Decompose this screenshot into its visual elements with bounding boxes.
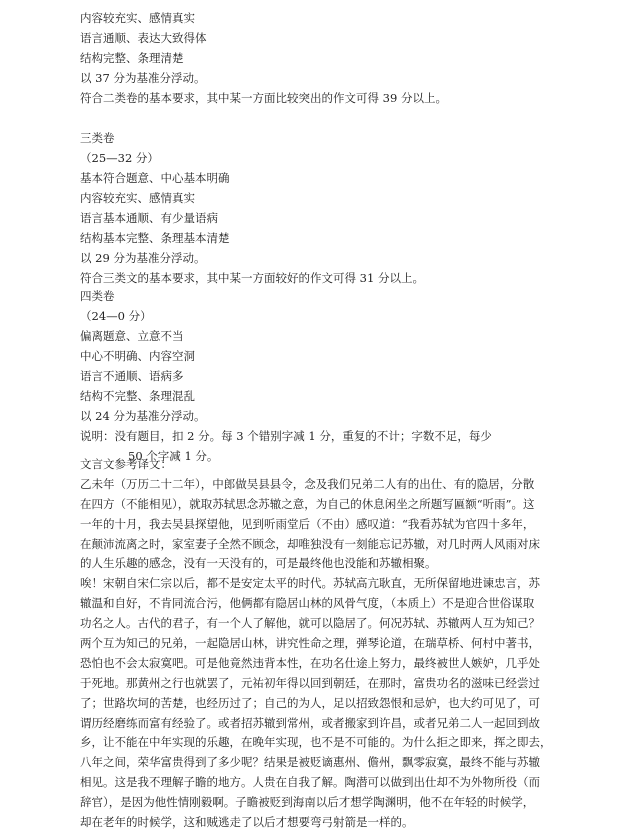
criteria-line: 内容较充实、感情真实 bbox=[80, 11, 195, 25]
criteria-line: 语言不通顺、语病多 bbox=[80, 369, 184, 383]
grade-two-criteria bbox=[80, 8, 560, 108]
translation-line: 两个互为知己的兄弟，一起隐居山林，讲究性命之理，弹琴论道，在瑞草桥、何村中著书， bbox=[80, 636, 540, 651]
translation-line: 于死地。那黄州之行也就罢了，元祐初年得以回到朝廷，在那时，富贵功名的滋味已经尝过 bbox=[80, 675, 540, 690]
criteria-line: 结构基本完整、条理基本清楚 bbox=[80, 231, 230, 245]
criteria-line: 符合二类卷的基本要求，其中某一方面比较突出的作文可得 39 分以上。 bbox=[80, 91, 447, 105]
classical-chinese-translation bbox=[80, 455, 560, 833]
translation-line: 辙温和自好，不肯同流合污，他俩都有隐居山林的风骨气度，（本质上）不是迎合世俗谋取 bbox=[80, 596, 535, 611]
criteria-line: 结构完整、条理清楚 bbox=[80, 51, 184, 65]
translation-line: 唉！宋朝自宋仁宗以后，都不是安定太平的时代。苏轼高亢耿直，无所保留地进谏忠言，苏 bbox=[80, 576, 540, 591]
translation-line: 相见。这是我不理解子瞻的地方。人贵在自我了解。陶潜可以做到出仕却不为外物所役（而 bbox=[80, 775, 540, 790]
criteria-line: 基本符合题意、中心基本明确 bbox=[80, 171, 230, 185]
translation-line: 了；世路坎坷的苦楚，也经历过了；自己的为人，足以招致怨恨和忌妒，也大约可见了，可 bbox=[80, 695, 540, 710]
grade-three-criteria bbox=[80, 128, 560, 288]
translation-line: 一年的十月，我去吴县探望他，见到听雨堂后（不由）感叹道：“我看苏轼为官四十多年， bbox=[80, 516, 535, 531]
scoring-note-continued: 50 个字减 1 分。 bbox=[128, 449, 219, 463]
scoring-note: 说明：没有题目，扣 2 分。每 3 个错别字减 1 分，重复的不计；字数不足，每少 bbox=[80, 429, 492, 443]
criteria-line: 结构不完整、条理混乱 bbox=[80, 389, 195, 403]
grade-four-criteria bbox=[80, 286, 560, 466]
translation-line: 辞官），是因为他性情刚毅啊。子瞻被贬到海南以后才想学陶渊明，他不在年轻的时候学， bbox=[80, 795, 535, 810]
criteria-line: 内容较充实、感情真实 bbox=[80, 191, 195, 205]
translation-line: 的人生乐趣的感念，没有一天没有的，可是最终他也没能和苏辙相聚。 bbox=[80, 556, 437, 571]
translation-line: 乙未年（万历二十二年），中郎做吴县县令，念及我们兄弟二人有的出仕、有的隐居，分散 bbox=[80, 476, 535, 491]
criteria-line: 中心不明确、内容空洞 bbox=[80, 349, 195, 363]
translation-line: 却在老年的时候学，这和贼逃走了以后才想要弯弓射箭是一样的。 bbox=[80, 815, 414, 830]
criteria-line: 偏离题意、立意不当 bbox=[80, 329, 184, 343]
translation-line: 功名之人。古代的君子，有一个人了解他，就可以隐居了。何况苏轼、苏辙两人互为知己？ bbox=[80, 616, 540, 631]
criteria-line: 语言通顺、表达大致得体 bbox=[80, 31, 207, 45]
criteria-line: 符合三类文的基本要求，其中某一方面较好的作文可得 31 分以上。 bbox=[80, 271, 424, 285]
criteria-line: 以 29 分为基准分浮动。 bbox=[80, 251, 206, 265]
translation-line: 乡，让不能在中年实现的乐趣，在晚年实现，也不是不可能的。为什么拒之即来，挥之即去， bbox=[80, 735, 552, 750]
section-title: 四类卷 bbox=[80, 289, 115, 303]
translation-line: 恐怕也不会太寂寞吧。可是他竟然违背本性，在功名仕途上努力，最终被世人嫉妒，几乎处 bbox=[80, 655, 540, 670]
score-range: （24—0 分） bbox=[80, 309, 152, 323]
translation-heading: 文言文参考译文： bbox=[80, 457, 172, 471]
criteria-line: 语言基本通顺、有少量语病 bbox=[80, 211, 218, 225]
score-range: （25—32 分） bbox=[80, 151, 159, 165]
section-title: 三类卷 bbox=[80, 131, 115, 145]
criteria-line: 以 24 分为基准分浮动。 bbox=[80, 409, 206, 423]
criteria-line: 以 37 分为基准分浮动。 bbox=[80, 71, 206, 85]
translation-line: 在颠沛流离之时，家室妻子全然不顾念，却唯独没有一刻能忘记苏辙，对几时两人风雨对床 bbox=[80, 536, 540, 551]
translation-line: 在四方（不能相见），就取苏轼思念苏辙之意，为自己的休息闲坐之所题写匾额“听雨”。这 bbox=[80, 496, 535, 511]
translation-line: 谓历经磨练而富有经验了。或者招苏辙到常州，或者搬家到许昌，或者兄弟二人一起回到故 bbox=[80, 715, 540, 730]
translation-line: 八年之间，荣华富贵得到了多少呢？结果是被贬谪惠州、儋州，飘零寂寞，最终不能与苏辙 bbox=[80, 755, 540, 770]
